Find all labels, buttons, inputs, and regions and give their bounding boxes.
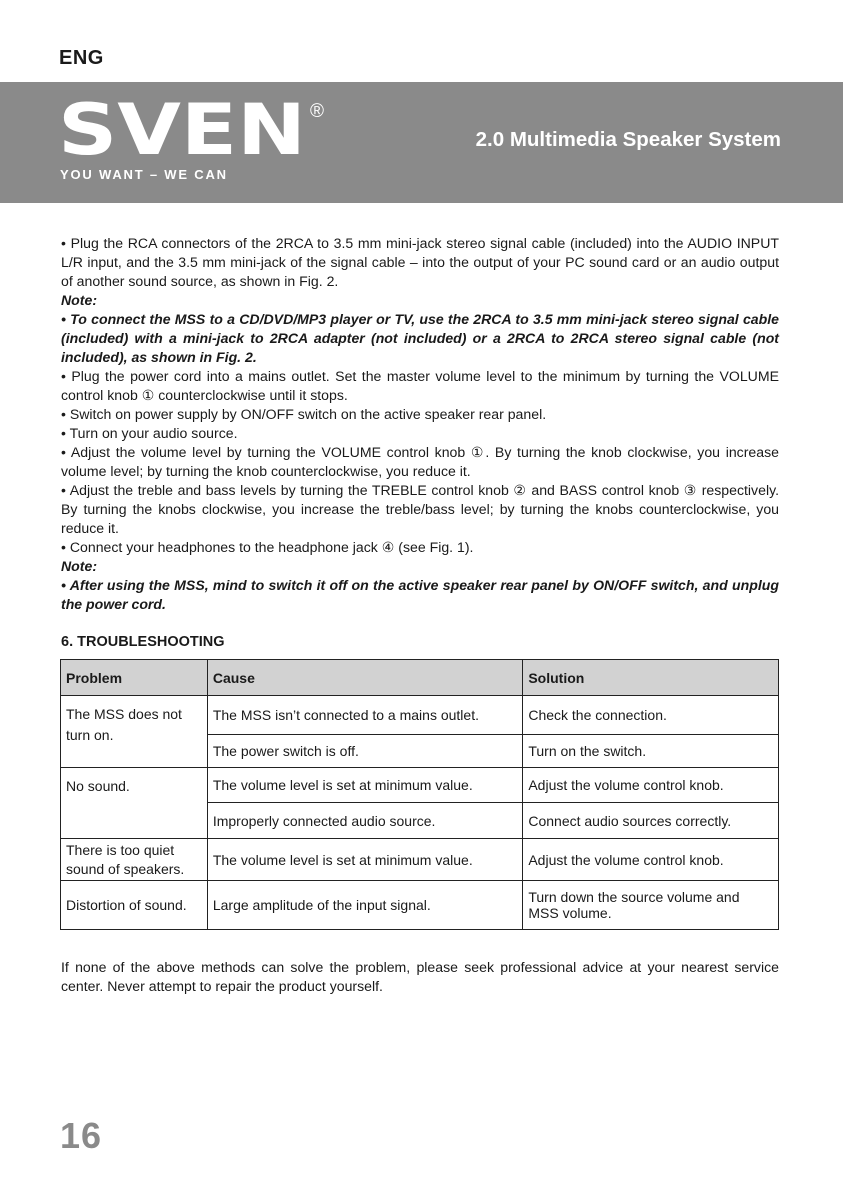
note-label: Note:	[61, 292, 98, 308]
language-label: ENG	[59, 47, 104, 69]
solution-cell: Adjust the volume control knob.	[523, 768, 779, 803]
table-header-row	[61, 660, 779, 696]
note-label: Note:	[61, 558, 98, 574]
product-title: 2.0 Multimedia Speaker System	[475, 128, 781, 151]
brand-tagline: YOU WANT – WE CAN	[60, 167, 228, 182]
instruction-paragraph: • Turn on your audio source.	[61, 425, 238, 441]
instructions-text	[61, 234, 779, 614]
troubleshooting-table	[60, 659, 779, 930]
cause-cell: Large amplitude of the input signal.	[207, 881, 523, 930]
solution-cell: Check the connection.	[523, 696, 779, 735]
column-header: Solution	[523, 660, 779, 696]
sven-logo	[58, 100, 308, 158]
table-row	[61, 881, 779, 930]
solution-cell: Adjust the volume control knob.	[523, 839, 779, 881]
note-paragraph: • To connect the MSS to a CD/DVD/MP3 player or TV, use the 2RCA to 3.5 mm mini-jack stereo signal cable (included) with a mini-jack to 2RCA adapter (not included) or a 2RCA to 2RCA stereo signal cable (not included), as shown in Fig. 2.	[61, 311, 779, 365]
instruction-paragraph: • Switch on power supply by ON/OFF switch on the active speaker rear panel.	[61, 406, 547, 422]
instruction-paragraph: • Adjust the volume level by turning the VOLUME control knob ①. By turning the knob clockwise, you increase volume level; by turning the knob counterclockwise, you reduce it.	[61, 444, 779, 479]
footer-advice: If none of the above methods can solve the problem, please seek professional advice at your nearest service center. Never attempt to repair the product yourself.	[61, 959, 779, 994]
instruction-paragraph: • Connect your headphones to the headphone jack ④ (see Fig. 1).	[61, 539, 474, 555]
problem-cell: The MSS does not turn on.	[61, 696, 208, 768]
problem-cell: No sound.	[61, 768, 208, 839]
table-row	[61, 696, 779, 735]
section-heading: 6. TROUBLESHOOTING	[61, 634, 225, 650]
solution-cell: Turn on the switch.	[523, 735, 779, 768]
svg-text:SVEN: SVEN	[58, 100, 306, 158]
instruction-paragraph: • Plug the power cord into a mains outlet. Set the master volume level to the minimum by turning the VOLUME control knob ① counterclockwise until it stops.	[61, 368, 779, 403]
problem-cell: Distortion of sound.	[61, 881, 208, 930]
cause-cell: The volume level is set at minimum value.	[207, 839, 523, 881]
problem-cell: There is too quiet sound of speakers.	[61, 839, 208, 881]
instruction-paragraph: • Adjust the treble and bass levels by turning the TREBLE control knob ② and BASS control knob ③ respectively. By turning the knobs clockwise, you increase the treble/bass level; by turning the knobs counterclockwise, you reduce it.	[61, 482, 779, 536]
cause-cell: Improperly connected audio source.	[207, 803, 523, 839]
cause-cell: The MSS isn’t connected to a mains outlet.	[207, 696, 523, 735]
cause-cell: The volume level is set at minimum value.	[207, 768, 523, 803]
table-row	[61, 768, 779, 803]
column-header: Cause	[207, 660, 523, 696]
registered-mark: ®	[310, 101, 324, 122]
solution-cell: Connect audio sources correctly.	[523, 803, 779, 839]
table-row	[61, 839, 779, 881]
cause-cell: The power switch is off.	[207, 735, 523, 768]
note-paragraph: • After using the MSS, mind to switch it off on the active speaker rear panel by ON/OFF switch, and unplug the power cord.	[61, 577, 779, 612]
page-number: 16	[60, 1115, 103, 1156]
column-header: Problem	[61, 660, 208, 696]
instruction-paragraph: • Plug the RCA connectors of the 2RCA to 3.5 mm mini-jack stereo signal cable (included) into the AUDIO INPUT L/R input, and the 3.5 mm mini-jack of the signal cable – into the output of your PC sound card or an audio output of another sound source, as shown in Fig. 2.	[61, 235, 779, 289]
solution-cell: Turn down the source volume and MSS volume.	[523, 881, 779, 930]
